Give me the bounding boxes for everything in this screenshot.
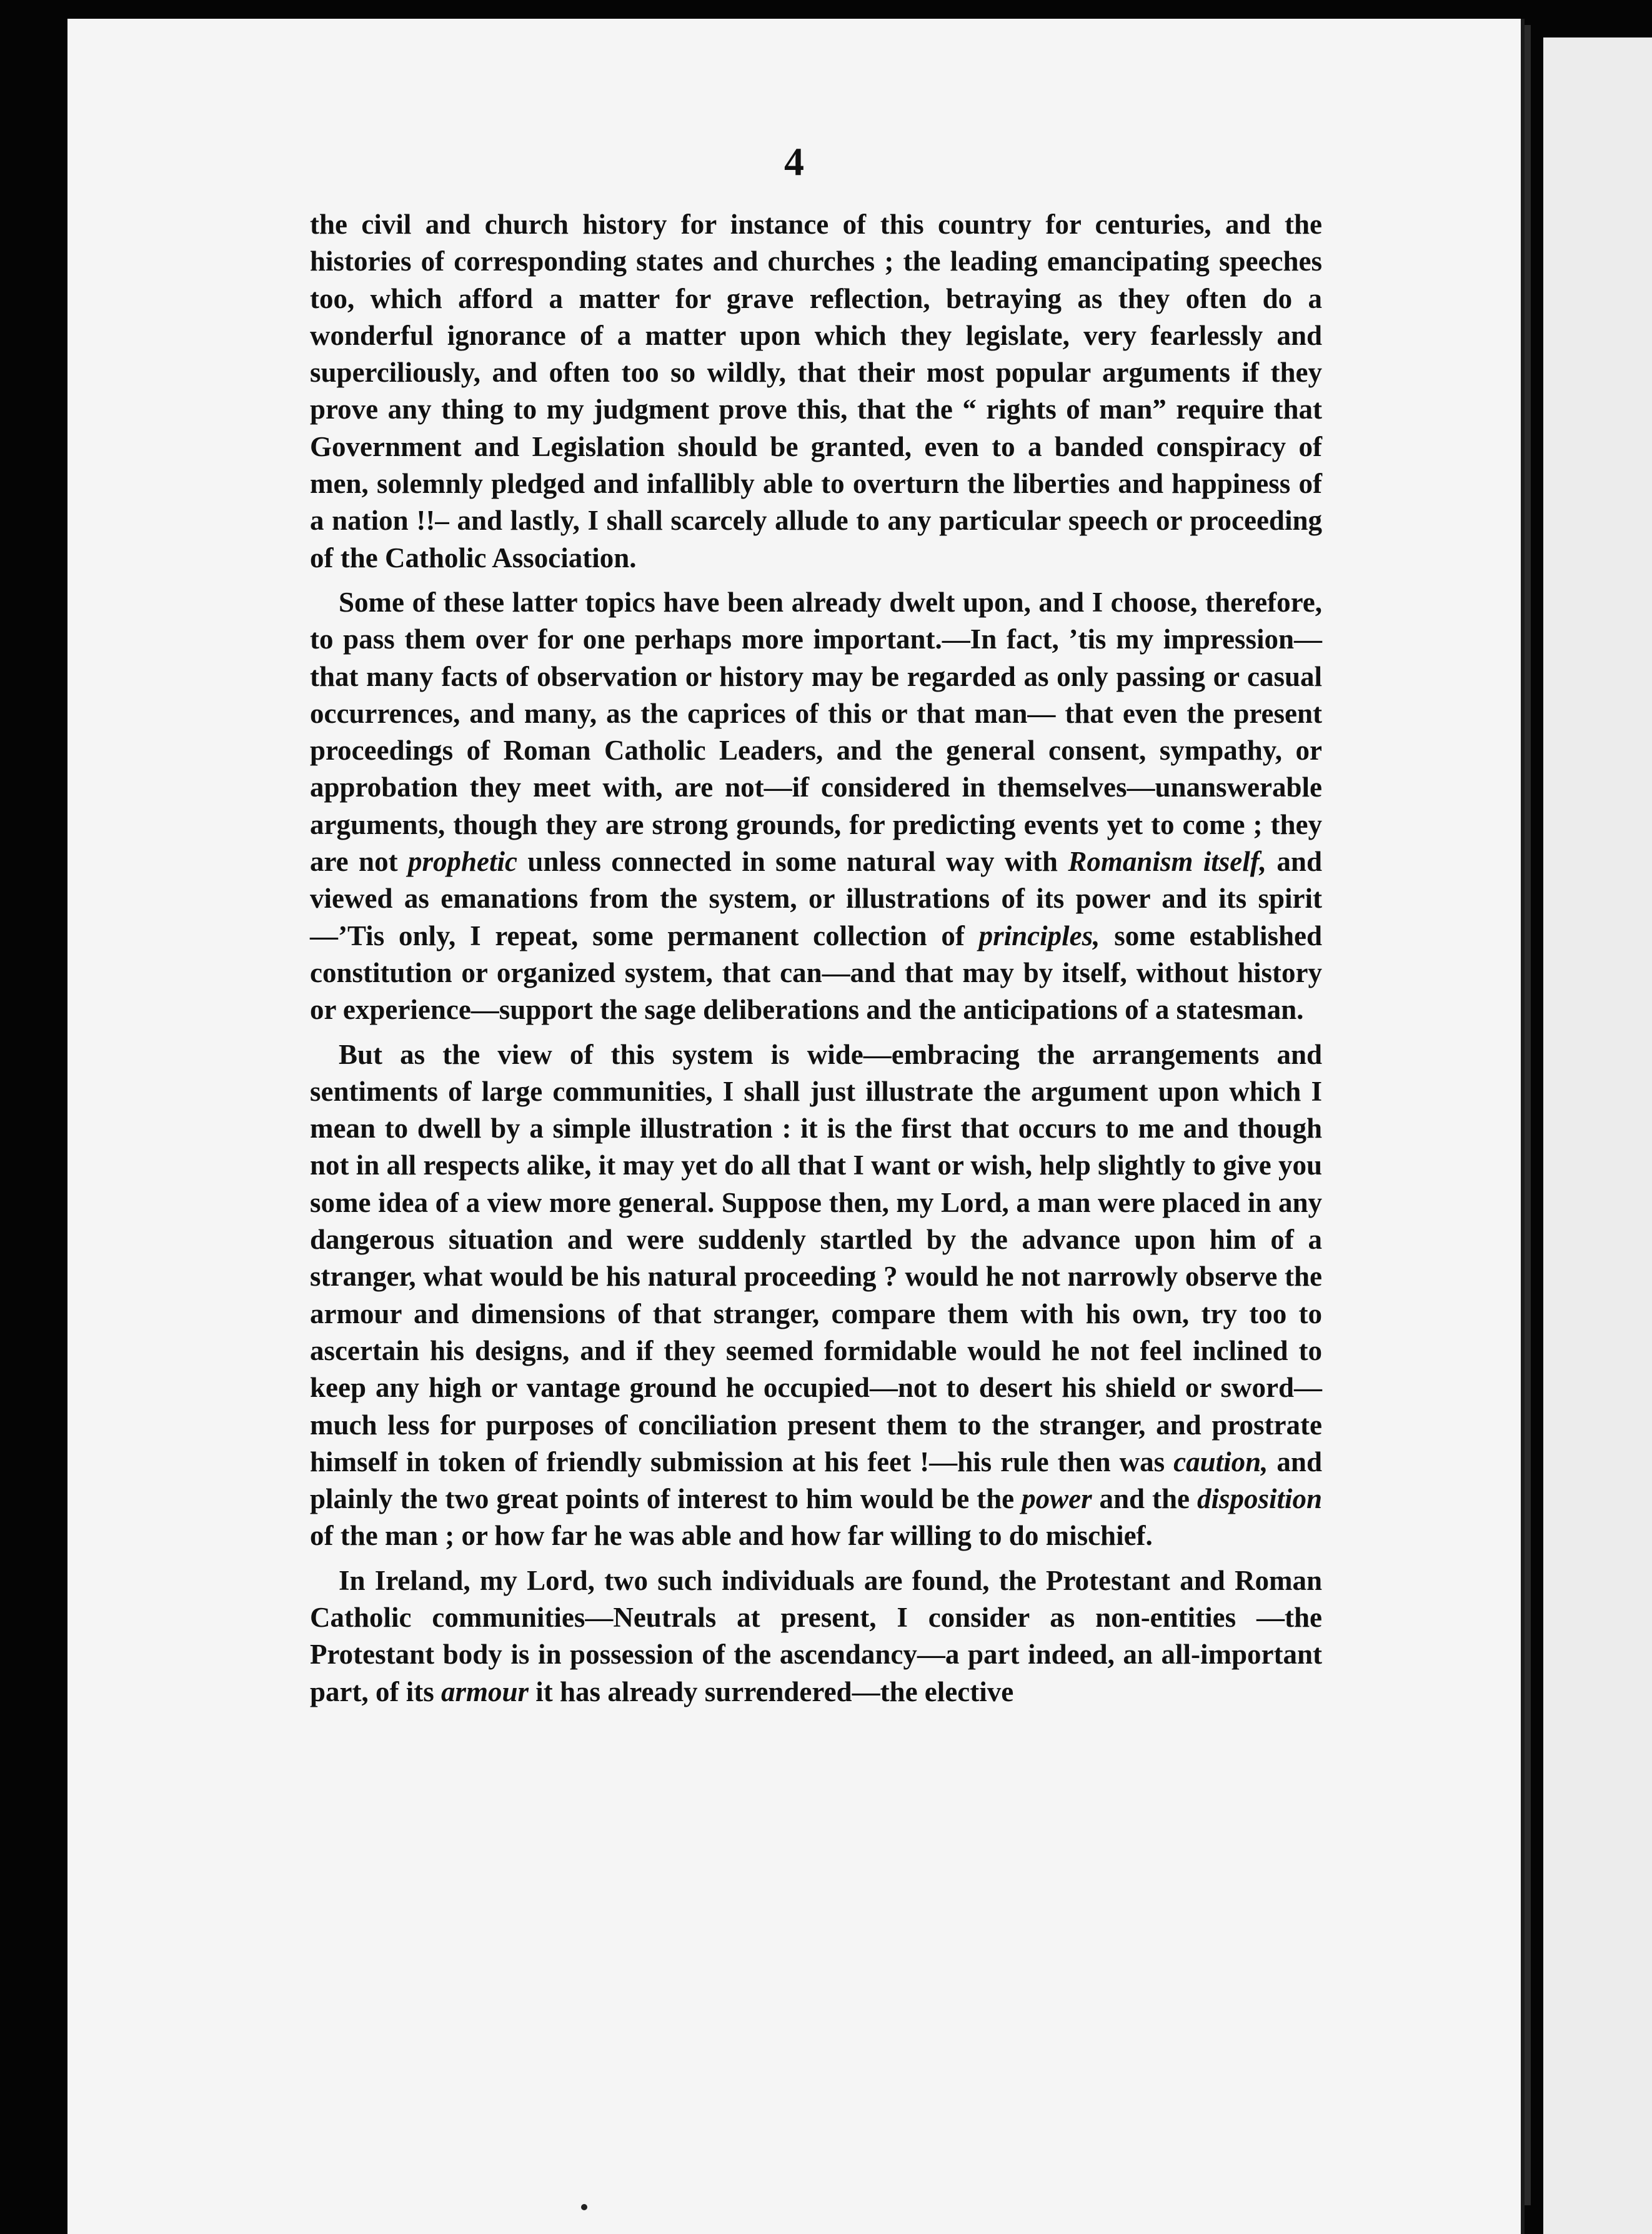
text-run: some established constitution or organized system, that can—and that may by itself, without history or experience—support the sage deliberations and the anticipations of a statesman.: [310, 920, 1322, 1026]
italic-phrase: Romanism itself,: [1068, 846, 1267, 878]
italic-phrase: caution,: [1173, 1446, 1268, 1477]
italic-phrase: principles,: [978, 920, 1100, 951]
text-run: the civil and church history for instance of this country for centuries, and the histories of corresponding states and churches ; the leading emancipating speeches too, which afford a matter for grave reflection, betraying as they often do a wonderful ignorance of a matter upon which they legislate, very fearlessly and superciliously, and often too so wildly, that their most popular arguments if they prove any thing to my judgment prove this, that the “ rights of man” require that Government and Legislation should be granted, even to a banded conspiracy of men, solemnly pledged and infallibly able to overturn the liberties and happiness of a nation !!– and lastly, I shall scarcely allude to any particular speech or proceeding of the Catholic Association.: [310, 209, 1322, 573]
text-run: and plainly the two great points of interest to him would be the: [310, 1446, 1322, 1515]
paragraph-1: [310, 206, 1322, 577]
italic-phrase: prophetic: [407, 846, 517, 878]
paragraph-3: [310, 1036, 1322, 1555]
italic-phrase: disposition: [1197, 1483, 1322, 1515]
text-run: In Ireland, my Lord, two such individuals are found, the Protestant and Roman Catholic communities—Neutrals at present, I consider as non-entities —the Protestant body is in possession of the ascendancy—a part indeed, an all-important part, of its: [310, 1564, 1322, 1707]
paragraph-4: [310, 1562, 1322, 1710]
adjacent-page-edge: [1543, 37, 1652, 2234]
text-run: Some of these latter topics have been already dwelt upon, and I choose, therefore, to pass them over for one perhaps more important.—In fact, ’tis my impression—that many facts of observation or history may be regarded as only passing or casual occurrences, and many, as the caprices of this or that man— that even the present proceedings of Roman Catholic Leaders, and the general consent, sympathy, or approbation they meet with, are not—if considered in themselves—unanswerable arguments, though they are strong grounds, for predicting events yet to come ; they are not: [310, 586, 1322, 878]
scan-speck: [581, 2204, 587, 2210]
italic-phrase: power: [1022, 1483, 1092, 1515]
text-run: But as the view of this system is wide—embracing the arrangements and sentiments of large communities, I shall just illustrate the argument upon which I mean to dwell by a simple illustration : it is the first that occurs to me and though not in all respects alike, it may yet do all that I want or wish, help slightly to give you some idea of a view more general. Suppose then, my Lord, a man were placed in any dangerous situation and were suddenly startled by the advance upon him of a stranger, what would be his natural proceeding ? would he not narrowly observe the armour and dimensions of that stranger, compare them with his own, try too to ascertain his designs, and if they seemed formidable would he not feel inclined to keep any high or vantage ground he occupied—not to desert his shield or sword—much less for purposes of conciliation present them to the stranger, and prostrate himself in token of friendly submission at his feet !—his rule then was: [310, 1038, 1322, 1477]
text-run: unless connected in some natural way with: [517, 846, 1068, 878]
body-text: [310, 206, 1322, 1718]
page-number: 4: [784, 139, 804, 184]
text-run: and viewed as emanations from the system, or illustrations of its power and its spirit—’Tis only, I repeat, some permanent collection of: [310, 846, 1322, 951]
paragraph-2: [310, 584, 1322, 1029]
text-run: and the: [1092, 1483, 1197, 1515]
italic-phrase: armour: [440, 1676, 529, 1707]
text-run: of the man ; or how far he was able and how far willing to do mischief.: [310, 1520, 1153, 1552]
text-run: it has already surrendered—the elective: [529, 1676, 1014, 1707]
page-gutter-shadow: [1525, 25, 1531, 2205]
